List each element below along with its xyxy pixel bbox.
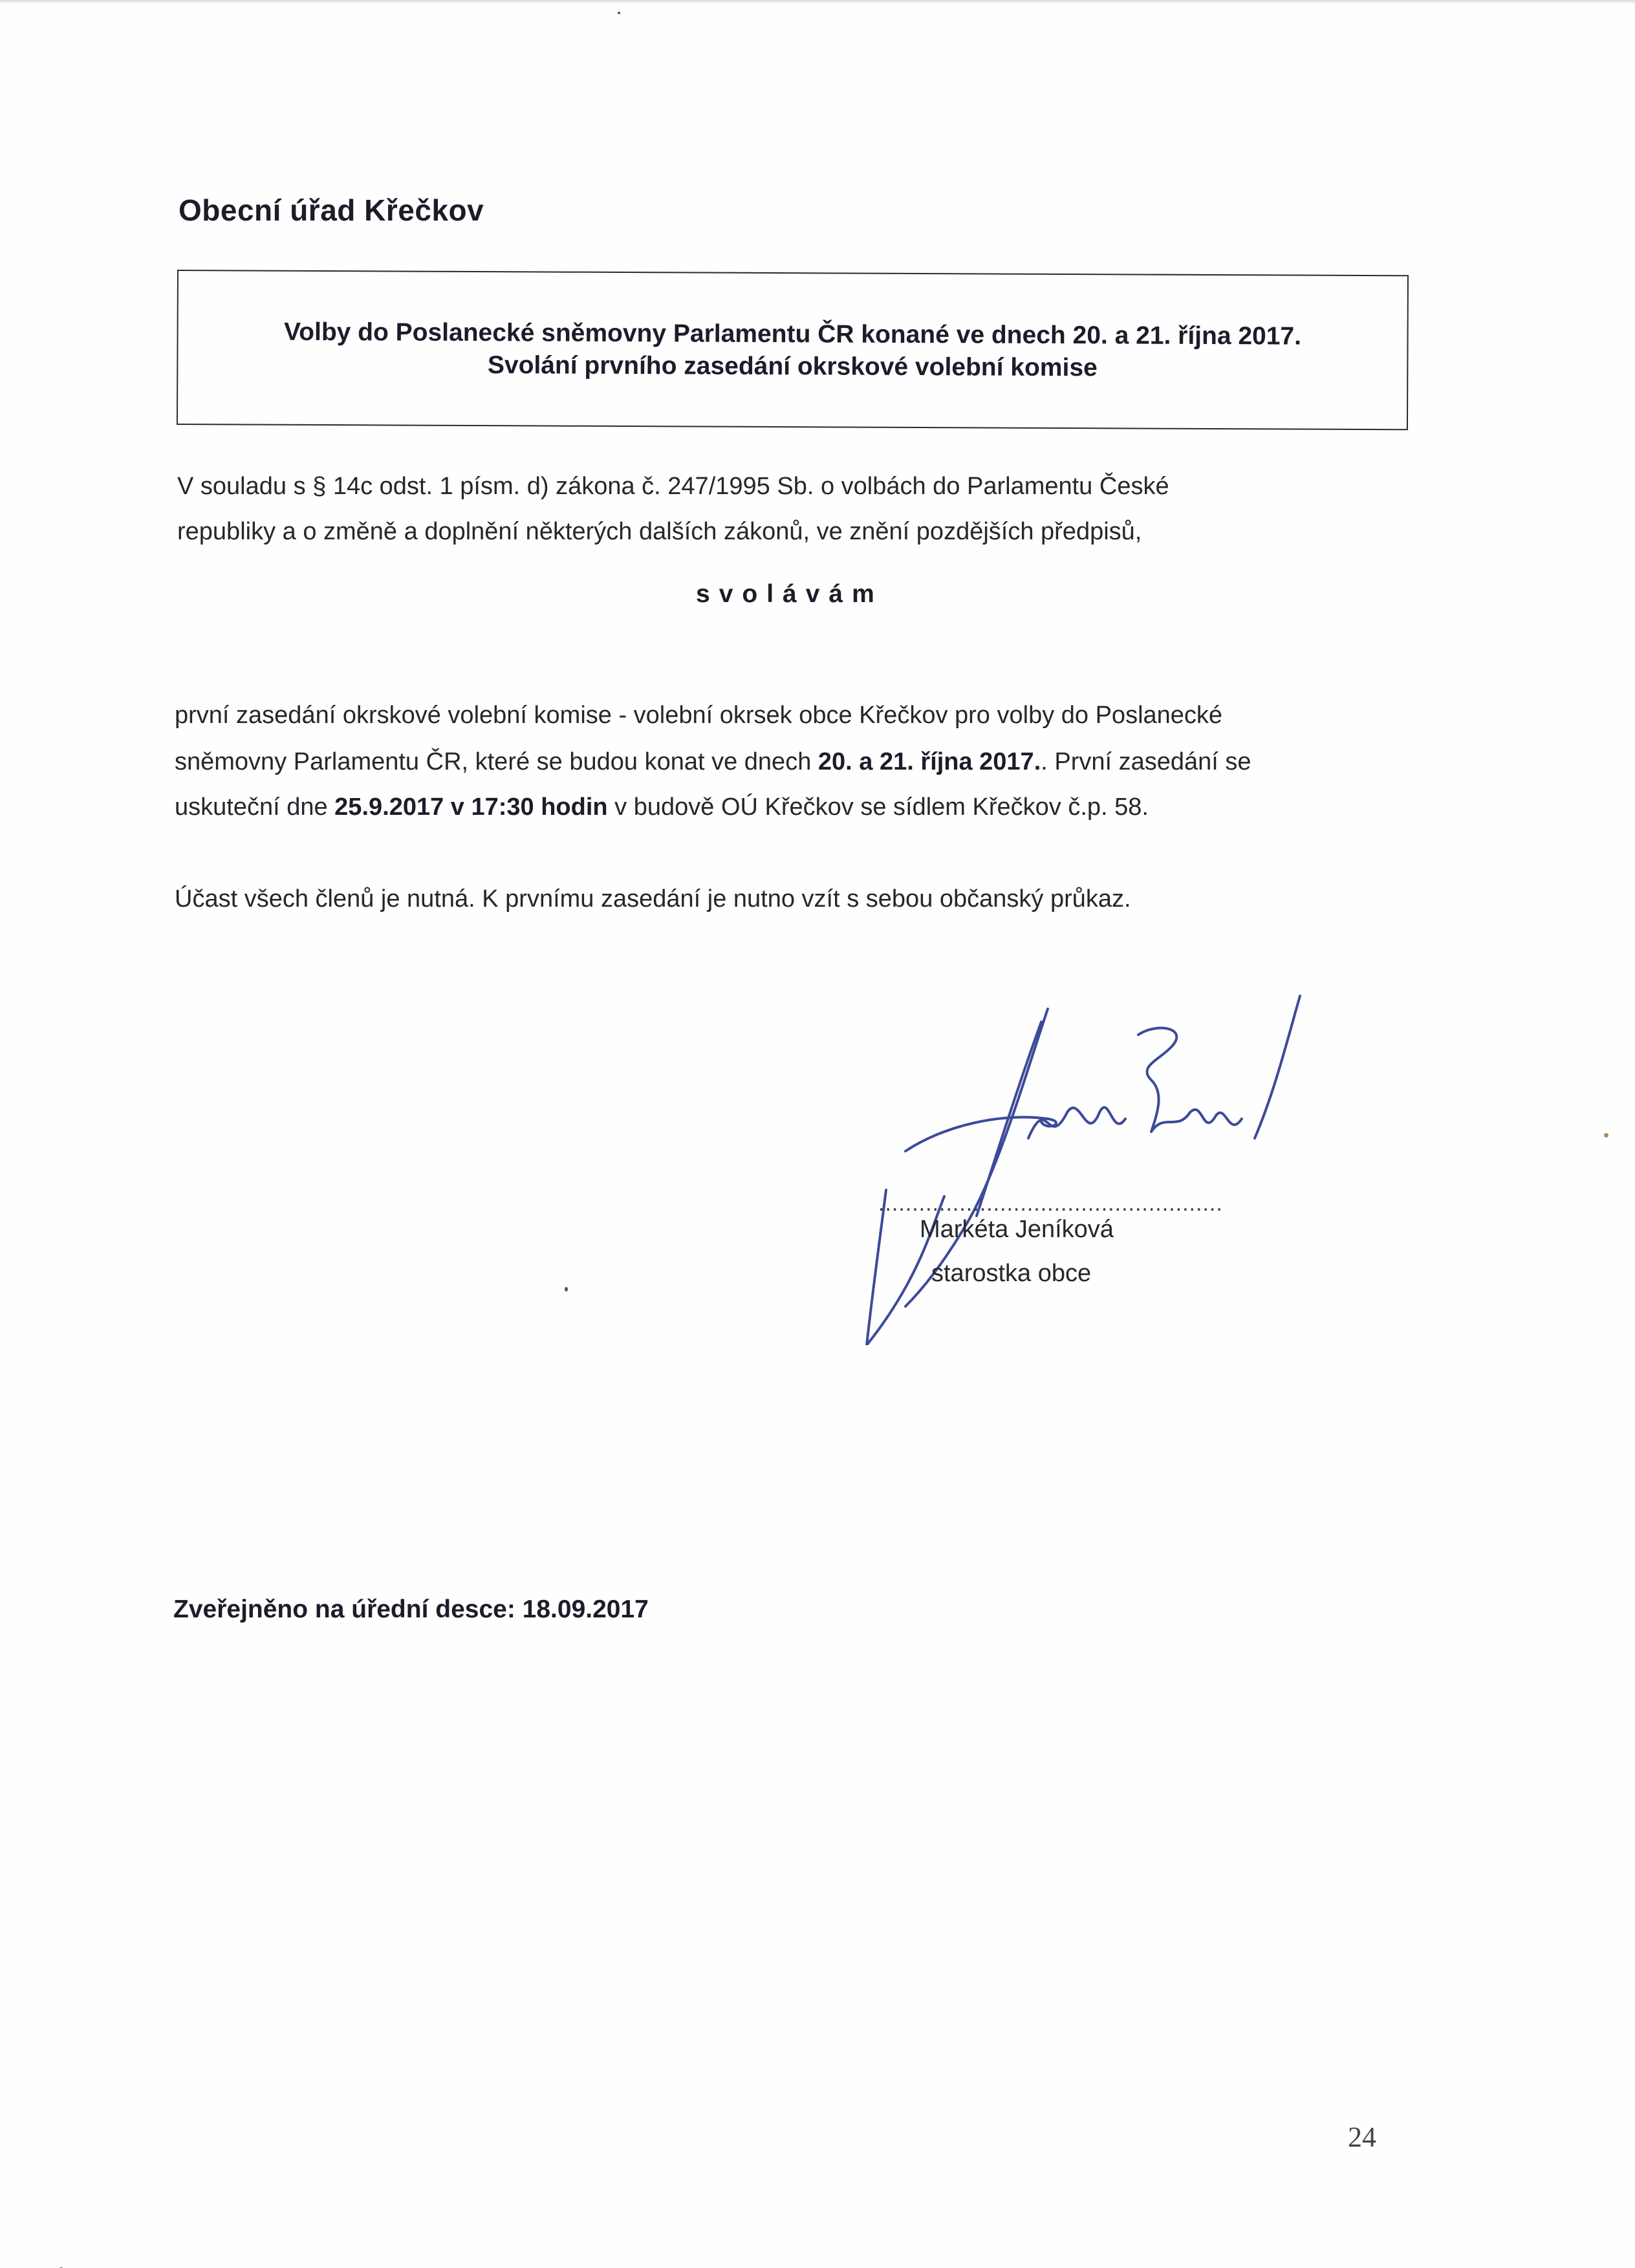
scan-speck [1604,1133,1608,1138]
scan-speck [618,12,620,14]
intro-line-2: republiky a o změně a doplnění některých dalších zákonů, ve znění pozdějších předpisů, [177,518,1142,545]
title-line-1: Volby do Poslanecké sněmovny Parlamentu ČR konané ve dnech 20. a 21. října 2017. [284,318,1302,351]
body-line-2-end: . První zasedání se [1041,748,1251,775]
title-box [177,270,1409,430]
handwritten-signature [854,983,1319,1345]
body-line-3-end: v budově OÚ Křečkov se sídlem Křečkov č.p. 58. [607,794,1149,821]
election-dates: 20. a 21. října 2017. [817,748,1041,775]
intro-line-1: V souladu s § 14c odst. 1 písm. d) zákona č. 247/1995 Sb. o volbách do Parlamentu České [177,473,1169,500]
body-line-2-text: sněmovny Parlamentu ČR, které se budou konat ve dnech [175,748,818,775]
published-date: Zveřejněno na úřední desce: 18.09.2017 [173,1595,649,1623]
title-line-2: Svolání prvního zasedání okrskové volební komise [487,351,1098,382]
attendance-note: Účast všech členů je nutná. K prvnímu zasedání je nutno vzít s sebou občanský průkaz. [175,885,1131,913]
signatory-role: starostka obce [931,1260,1092,1287]
body-line-2 [175,748,1251,776]
body-line-3-text: uskuteční dne [175,794,335,821]
signatory-name: Markéta Jeníková [920,1216,1114,1243]
scan-edge [0,0,1635,4]
signature-line: ................................................... [878,1191,1223,1216]
scan-speck [565,1287,568,1291]
meeting-datetime: 25.9.2017 v 17:30 hodin [334,794,608,821]
action-word: svolávám [696,580,883,608]
body-line-3 [175,794,1149,821]
page-number: 24 [1348,2121,1376,2153]
body-line-1: první zasedání okrskové volební komise - volební okrsek obce Křečkov pro volby do Poslanecké [175,702,1223,729]
office-name: Obecní úřad Křečkov [179,193,484,227]
